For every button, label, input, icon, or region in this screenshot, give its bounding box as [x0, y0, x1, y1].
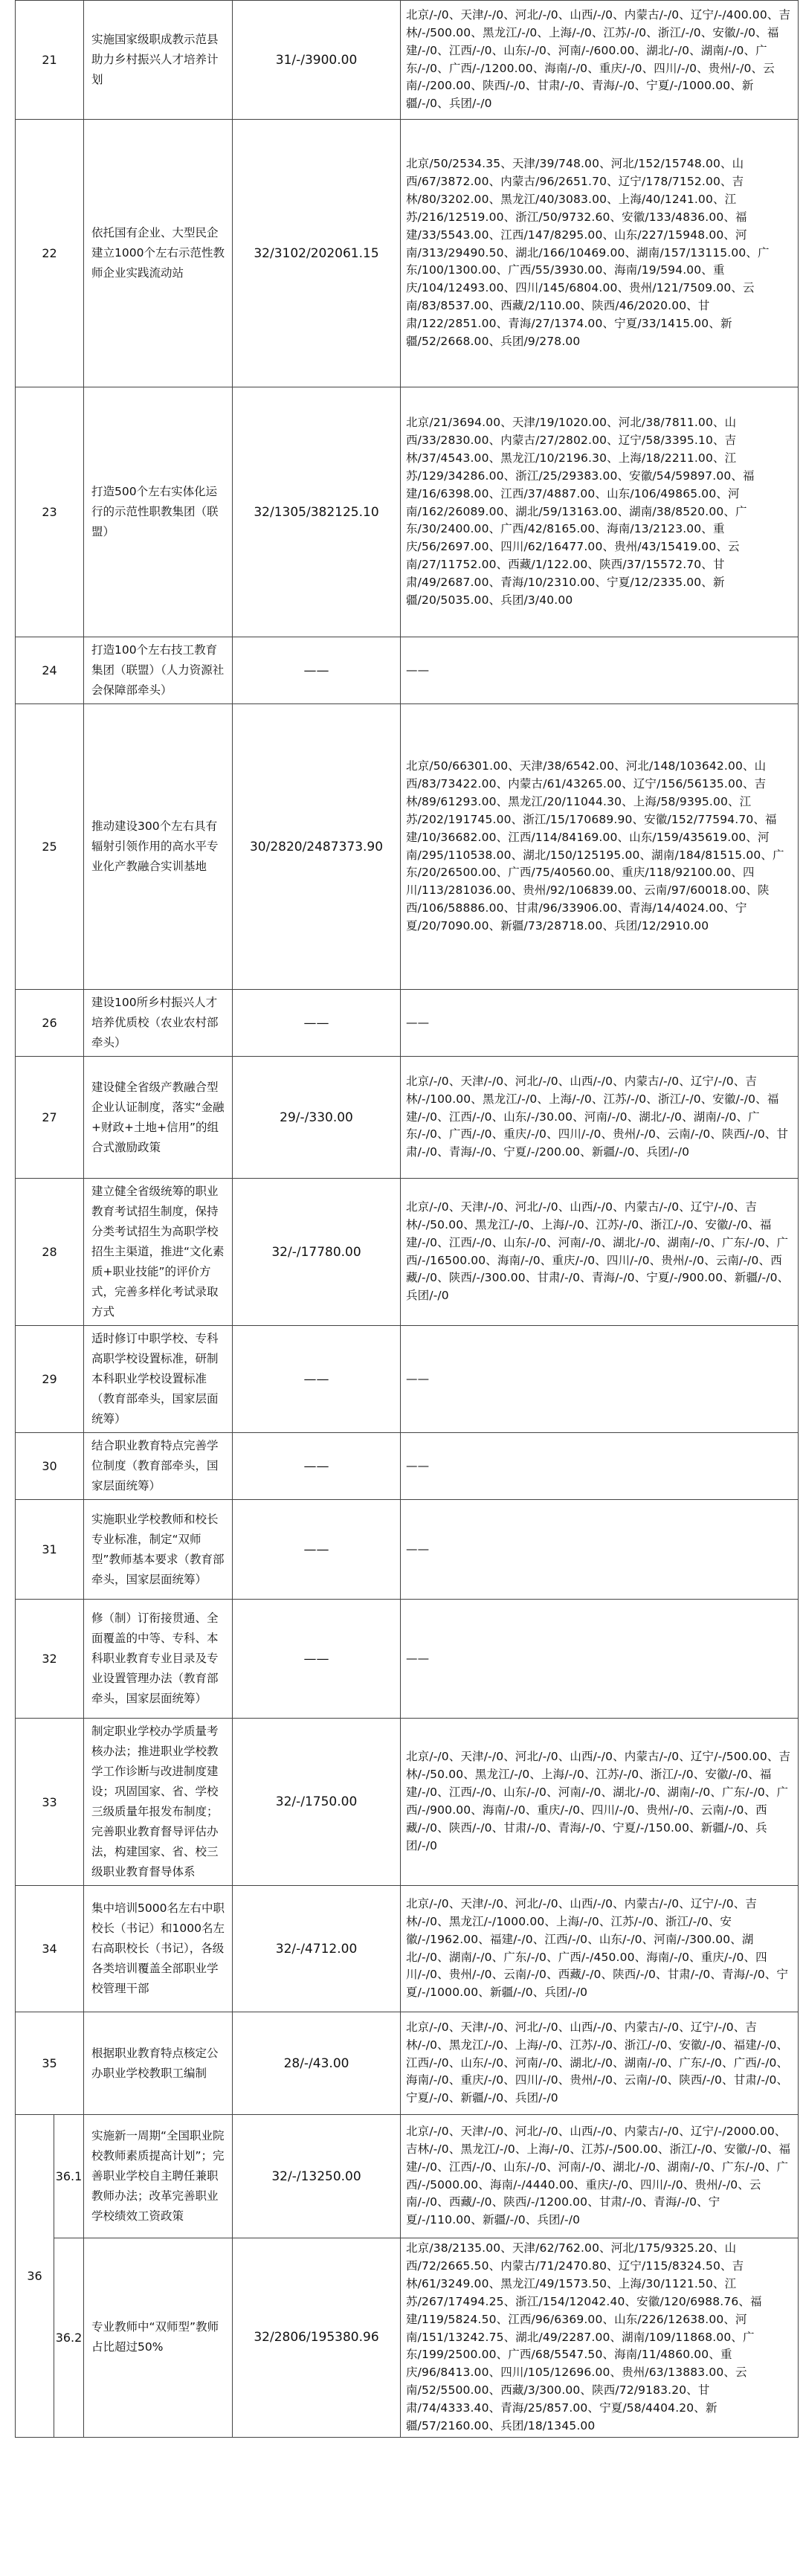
row-number: 28: [16, 1179, 84, 1326]
summary-figure: 30/2820/2487373.90: [233, 704, 401, 990]
task-description: 修（制）订衔接贯通、全面覆盖的中等、专科、本科职业教育专业目录及专业设置管理办法（教育部牵头，国家层面统筹）: [84, 1600, 233, 1719]
summary-figure: ——: [233, 1433, 401, 1500]
province-breakdown: 北京/50/66301.00、天津/38/6542.00、河北/148/103642.00、山西/83/73422.00、内蒙古/61/43265.00、辽宁/156/56135.00、吉林/89/61293.00、黑龙江/20/11044.30、上海/58/9395.00、江苏/202/191745.00、浙江/15/170689.90、安徽/152/77594.70、福建/10/36682.00、江西/114/84169.00、山东/159/435619.00、河南/295/110538.00、湖北/150/125195.00、湖南/184/81515.00、广东/20/26500.00、广西/75/40560.00、重庆/118/92100.00、四川/113/281036.00、贵州/92/106839.00、云南/97/60018.00、陕西/106/58886.00、甘肃/96/33906.00、青海/14/4024.00、宁夏/20/7090.00、新疆/73/28718.00、兵团/12/2910.00: [401, 704, 799, 990]
table-row: [16, 120, 799, 387]
table-row: [16, 2115, 799, 2238]
row-number: 22: [16, 120, 84, 387]
task-description: 根据职业教育特点核定公办职业学校教职工编制: [84, 2012, 233, 2115]
table-row: [16, 2238, 799, 2438]
table-row: [16, 1433, 799, 1500]
summary-figure: ——: [233, 990, 401, 1057]
task-description: 建设100所乡村振兴人才培养优质校（农业农村部牵头）: [84, 990, 233, 1057]
province-breakdown: 北京/21/3694.00、天津/19/1020.00、河北/38/7811.00、山西/33/2830.00、内蒙古/27/2802.00、辽宁/58/3395.10、吉林/37/4543.00、黑龙江/10/2196.30、上海/18/2211.00、江苏/129/34286.00、浙江/25/29383.00、安徽/54/59897.00、福建/16/6398.00、江西/37/4887.00、山东/106/49865.00、河南/162/26089.00、湖北/59/13163.00、湖南/38/8520.00、广东/30/2400.00、广西/42/8165.00、海南/13/2123.00、重庆/56/2697.00、四川/62/16477.00、贵州/43/15419.00、云南/27/11752.00、西藏/1/122.00、陕西/37/15572.70、甘肃/49/2687.00、青海/10/2310.00、宁夏/12/2335.00、新疆/20/5035.00、兵团/3/40.00: [401, 387, 799, 637]
row-number: 31: [16, 1500, 84, 1600]
measures-table: [15, 0, 798, 2438]
task-description: 集中培训5000名左右中职校长（书记）和1000名左右高职校长（书记），各级各类培训覆盖全部职业学校管理干部: [84, 1886, 233, 2012]
row-number: 23: [16, 387, 84, 637]
task-description: 适时修订中职学校、专科高职学校设置标准，研制本科职业学校设置标准（教育部牵头，国家层面统筹）: [84, 1326, 233, 1433]
task-description: 建设健全省级产教融合型企业认证制度，落实“金融+财政+土地+信用”的组合式激励政策: [84, 1057, 233, 1179]
row-number: 25: [16, 704, 84, 990]
summary-figure: ——: [233, 1600, 401, 1719]
table-row: [16, 1326, 799, 1433]
row-number: 29: [16, 1326, 84, 1433]
task-description: 依托国有企业、大型民企建立1000个左右示范性教师企业实践流动站: [84, 120, 233, 387]
table-row: [16, 2012, 799, 2115]
table-row: [16, 1719, 799, 1886]
task-description: 推动建设300个左右具有辐射引领作用的高水平专业化产教融合实训基地: [84, 704, 233, 990]
province-breakdown: 北京/50/2534.35、天津/39/748.00、河北/152/15748.00、山西/67/3872.00、内蒙古/96/2651.70、辽宁/178/7152.00、吉林/80/3202.00、黑龙江/40/3083.00、上海/40/1241.00、江苏/216/12519.00、浙江/50/9732.60、安徽/133/4836.00、福建/33/5543.00、江西/147/8295.00、山东/227/15948.00、河南/313/29490.50、湖北/166/10469.00、湖南/157/13115.00、广东/100/1300.00、广西/55/3930.00、海南/19/594.00、重庆/104/12493.00、四川/145/6804.00、贵州/121/7509.00、云南/83/8537.00、西藏/2/110.00、陕西/46/2020.00、甘肃/122/2851.00、青海/27/1374.00、宁夏/33/1415.00、新疆/52/2668.00、兵团/9/278.00: [401, 120, 799, 387]
province-breakdown: ——: [401, 1433, 799, 1500]
task-description: 打造500个左右实体化运行的示范性职教集团（联盟）: [84, 387, 233, 637]
row-number: 26: [16, 990, 84, 1057]
summary-figure: 32/-/4712.00: [233, 1886, 401, 2012]
province-breakdown: 北京/-/0、天津/-/0、河北/-/0、山西/-/0、内蒙古/-/0、辽宁/-/500.00、吉林/-/50.00、黑龙江/-/0、上海/-/0、江苏/-/0、浙江/-/0、安徽/-/0、福建/-/0、江西/-/0、山东/-/0、河南/-/0、湖北/-/0、湖南/-/0、广东/-/0、广西/-/900.00、海南/-/0、重庆/-/0、四川/-/0、贵州/-/0、云南/-/0、西藏/-/0、陕西/-/0、甘肃/-/0、青海/-/0、宁夏/-/150.00、新疆/-/0、兵团/-/0: [401, 1719, 799, 1886]
task-description: 打造100个左右技工教育集团（联盟）（人力资源社会保障部牵头）: [84, 637, 233, 704]
task-description: 实施新一周期“全国职业院校教师素质提高计划”；完善职业学校自主聘任兼职教师办法；改革完善职业学校绩效工资政策: [84, 2115, 233, 2238]
task-description: 结合职业教育特点完善学位制度（教育部牵头，国家层面统筹）: [84, 1433, 233, 1500]
row-number: 24: [16, 637, 84, 704]
table-row: [16, 637, 799, 704]
province-breakdown: 北京/38/2135.00、天津/62/762.00、河北/175/9325.20、山西/72/2665.50、内蒙古/71/2470.80、辽宁/115/8324.50、吉林/61/3249.00、黑龙江/49/1573.50、上海/30/1121.50、江苏/267/17494.25、浙江/154/12042.40、安徽/120/6988.76、福建/119/5824.50、江西/96/6369.00、山东/226/12638.00、河南/151/13242.75、湖北/49/2287.00、湖南/109/11868.00、广东/199/2500.00、广西/68/5547.50、海南/11/4860.00、重庆/96/8413.00、四川/105/12696.00、贵州/63/13883.00、云南/52/5500.00、西藏/3/300.00、陕西/72/9183.20、甘肃/74/4333.40、青海/25/857.00、宁夏/58/4404.20、新疆/57/2160.00、兵团/18/1345.00: [401, 2238, 799, 2438]
province-breakdown: ——: [401, 1600, 799, 1719]
table-row: [16, 1057, 799, 1179]
summary-figure: 29/-/330.00: [233, 1057, 401, 1179]
sub-row-number: 36.1: [54, 2115, 84, 2238]
province-breakdown: ——: [401, 1326, 799, 1433]
row-number: 35: [16, 2012, 84, 2115]
task-description: 实施职业学校教师和校长专业标准，制定“双师型”教师基本要求（教育部牵头，国家层面统筹）: [84, 1500, 233, 1600]
province-breakdown: 北京/-/0、天津/-/0、河北/-/0、山西/-/0、内蒙古/-/0、辽宁/-/0、吉林/-/50.00、黑龙江/-/0、上海/-/0、江苏/-/0、浙江/-/0、安徽/-/0、福建/-/0、江西/-/0、山东/-/0、河南/-/0、湖北/-/0、湖南/-/0、广东/-/0、广西/-/16500.00、海南/-/0、重庆/-/0、四川/-/0、贵州/-/0、云南/-/0、西藏/-/0、陕西/-/300.00、甘肃/-/0、青海/-/0、宁夏/-/900.00、新疆/-/0、兵团/-/0: [401, 1179, 799, 1326]
row-number: 21: [16, 1, 84, 120]
task-description: 专业教师中“双师型”教师占比超过50%: [84, 2238, 233, 2438]
table-row: [16, 387, 799, 637]
row-number: 33: [16, 1719, 84, 1886]
group-number: 36: [16, 2115, 54, 2438]
summary-figure: 28/-/43.00: [233, 2012, 401, 2115]
table-row: [16, 704, 799, 990]
table-row: [16, 1500, 799, 1600]
row-number: 32: [16, 1600, 84, 1719]
province-breakdown: 北京/-/0、天津/-/0、河北/-/0、山西/-/0、内蒙古/-/0、辽宁/-/0、吉林/-/0、黑龙江/-/0、上海/-/0、江苏/-/0、浙江/-/0、安徽/-/0、福建/-/0、江西/-/0、山东/-/0、河南/-/0、湖北/-/0、湖南/-/0、广东/-/0、广西/-/0、海南/-/0、重庆/-/0、四川/-/0、贵州/-/0、云南/-/0、陕西/-/0、甘肃/-/0、宁夏/-/0、新疆/-/0、兵团/-/0: [401, 2012, 799, 2115]
table-row: [16, 1, 799, 120]
row-number: 34: [16, 1886, 84, 2012]
province-breakdown: 北京/-/0、天津/-/0、河北/-/0、山西/-/0、内蒙古/-/0、辽宁/-/0、吉林/-/0、黑龙江/-/1000.00、上海/-/0、江苏/-/0、浙江/-/0、安徽/-/1962.00、福建/-/0、江西/-/0、山东/-/0、河南/-/300.00、湖北/-/0、湖南/-/0、广东/-/0、广西/-/450.00、海南/-/0、重庆/-/0、四川/-/0、贵州/-/0、云南/-/0、西藏/-/0、陕西/-/0、甘肃/-/0、青海/-/0、宁夏/-/1000.00、新疆/-/0、兵团/-/0: [401, 1886, 799, 2012]
summary-figure: ——: [233, 1500, 401, 1600]
table-row: [16, 1886, 799, 2012]
task-description: 建立健全省级统筹的职业教育考试招生制度，保持分类考试招生为高职学校招生主渠道，推进“文化素质+职业技能”的评价方式，完善多样化考试录取方式: [84, 1179, 233, 1326]
table-row: [16, 990, 799, 1057]
sub-row-number: 36.2: [54, 2238, 84, 2438]
province-breakdown: ——: [401, 1500, 799, 1600]
summary-figure: 32/3102/202061.15: [233, 120, 401, 387]
summary-figure: 31/-/3900.00: [233, 1, 401, 120]
table-row: [16, 1179, 799, 1326]
summary-figure: ——: [233, 637, 401, 704]
summary-figure: 32/-/13250.00: [233, 2115, 401, 2238]
task-description: 实施国家级职成教示范县助力乡村振兴人才培养计划: [84, 1, 233, 120]
row-number: 30: [16, 1433, 84, 1500]
summary-figure: ——: [233, 1326, 401, 1433]
province-breakdown: ——: [401, 990, 799, 1057]
row-number: 27: [16, 1057, 84, 1179]
province-breakdown: 北京/-/0、天津/-/0、河北/-/0、山西/-/0、内蒙古/-/0、辽宁/-/400.00、吉林/-/500.00、黑龙江/-/0、上海/-/0、江苏/-/0、浙江/-/0、安徽/-/0、福建/-/0、江西/-/0、山东/-/0、河南/-/600.00、湖北/-/0、湖南/-/0、广东/-/0、广西/-/1200.00、海南/-/0、重庆/-/0、四川/-/0、贵州/-/0、云南/-/200.00、陕西/-/0、甘肃/-/0、青海/-/0、宁夏/-/1000.00、新疆/-/0、兵团/-/0: [401, 1, 799, 120]
summary-figure: 32/-/17780.00: [233, 1179, 401, 1326]
province-breakdown: ——: [401, 637, 799, 704]
table-row: [16, 1600, 799, 1719]
province-breakdown: 北京/-/0、天津/-/0、河北/-/0、山西/-/0、内蒙古/-/0、辽宁/-/0、吉林/-/100.00、黑龙江/-/0、上海/-/0、江苏/-/0、浙江/-/0、安徽/-/0、福建/-/0、江西/-/0、山东/-/30.00、河南/-/0、湖北/-/0、湖南/-/0、广东/-/0、广西/-/0、重庆/-/0、四川/-/0、贵州/-/0、云南/-/0、陕西/-/0、甘肃/-/0、青海/-/0、宁夏/-/200.00、新疆/-/0、兵团/-/0: [401, 1057, 799, 1179]
province-breakdown: 北京/-/0、天津/-/0、河北/-/0、山西/-/0、内蒙古/-/0、辽宁/-/2000.00、吉林/-/0、黑龙江/-/0、上海/-/0、江苏/-/500.00、浙江/-/0、安徽/-/0、福建/-/0、江西/-/0、山东/-/0、河南/-/0、湖北/-/0、湖南/-/0、广东/-/0、广西/-/5000.00、海南/-/4440.00、重庆/-/0、四川/-/0、贵州/-/0、云南/-/0、西藏/-/0、陕西/-/1200.00、甘肃/-/0、青海/-/0、宁夏/-/110.00、新疆/-/0、兵团/-/0: [401, 2115, 799, 2238]
task-description: 制定职业学校办学质量考核办法；推进职业学校教学工作诊断与改进制度建设；巩固国家、省、学校三级质量年报发布制度；完善职业教育督导评估办法，构建国家、省、校三级职业教育督导体系: [84, 1719, 233, 1886]
summary-figure: 32/2806/195380.96: [233, 2238, 401, 2438]
summary-figure: 32/1305/382125.10: [233, 387, 401, 637]
summary-figure: 32/-/1750.00: [233, 1719, 401, 1886]
